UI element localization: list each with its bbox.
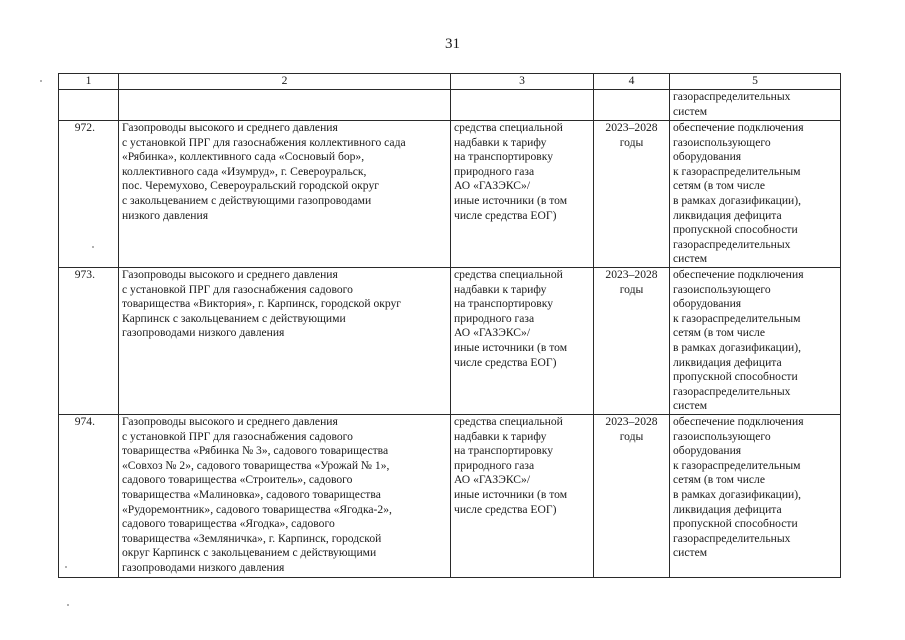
cell-empty bbox=[451, 90, 594, 121]
cell-result: обеспечение подключения газоиспользующего оборудования к газораспределительным сетям (в том числе в рамках догазификации), ликвидация дефицита пропускной способности газораспределительных систем bbox=[670, 268, 841, 415]
document-table bbox=[58, 73, 841, 578]
header-col-5: 5 bbox=[670, 74, 841, 90]
scan-speck bbox=[65, 566, 67, 568]
row-number: 972. bbox=[74, 121, 95, 134]
scan-speck bbox=[67, 604, 69, 606]
header-col-2: 2 bbox=[119, 74, 451, 90]
scan-speck bbox=[92, 246, 94, 248]
table-row bbox=[59, 121, 841, 268]
cell-object: Газопроводы высокого и среднего давления с установкой ПРГ для газоснабжения садового товарищества «Рябинка № 3», садового товарищества «Совхоз № 2», садового товарищества «Урожай № 1», садового товарищества «Строитель», садового товарищества «Малиновка», садового товарищества «Рудоремонтник», садового товарищества «Ягодка-2», садового товарищества «Ягодка», садового товарищества «Земляничка», г. Карпинск, городской округ Карпинск с закольцеванием с действующими газопроводами низкого давления bbox=[119, 415, 451, 578]
cell-source: средства специальной надбавки к тарифу на транспортировку природного газа АО «ГАЗЭКС»/ иные источники (в том числе средства ЕОГ) bbox=[451, 415, 594, 578]
cell-object: Газопроводы высокого и среднего давления с установкой ПРГ для газоснабжения коллективного сада «Рябинка», коллективного сада «Сосновый бор», коллективного сада «Изумруд», г. Североуральск, пос. Черемухово, Североуральский городской округ с закольцеванием с действующими газопроводами низкого давления bbox=[119, 121, 451, 268]
row-number: 974. bbox=[74, 415, 95, 428]
header-col-3: 3 bbox=[451, 74, 594, 90]
header-col-4: 4 bbox=[594, 74, 670, 90]
cell-source: средства специальной надбавки к тарифу на транспортировку природного газа АО «ГАЗЭКС»/ иные источники (в том числе средства ЕОГ) bbox=[451, 268, 594, 415]
cell-result: газораспределительных систем bbox=[670, 90, 841, 121]
page-number: 31 bbox=[445, 36, 460, 52]
table-row bbox=[59, 415, 841, 578]
cell-number bbox=[59, 268, 119, 415]
cell-period: 2023–2028 годы bbox=[594, 268, 670, 415]
cell-empty bbox=[59, 90, 119, 121]
cell-result: обеспечение подключения газоиспользующего оборудования к газораспределительным сетям (в том числе в рамках догазификации), ликвидация дефицита пропускной способности газораспределительных систем bbox=[670, 415, 841, 578]
continuation-row bbox=[59, 90, 841, 121]
row-number: 973. bbox=[74, 268, 95, 281]
cell-empty bbox=[119, 90, 451, 121]
header-row bbox=[59, 74, 841, 90]
cell-period: 2023–2028 годы bbox=[594, 415, 670, 578]
cell-number bbox=[59, 415, 119, 578]
cell-empty bbox=[594, 90, 670, 121]
cell-number bbox=[59, 121, 119, 268]
cell-result: обеспечение подключения газоиспользующего оборудования к газораспределительным сетям (в том числе в рамках догазификации), ликвидация дефицита пропускной способности газораспределительных систем bbox=[670, 121, 841, 268]
table-row bbox=[59, 268, 841, 415]
cell-period: 2023–2028 годы bbox=[594, 121, 670, 268]
header-col-1: 1 bbox=[59, 74, 119, 90]
cell-object: Газопроводы высокого и среднего давления с установкой ПРГ для газоснабжения садового товарищества «Виктория», г. Карпинск, городской округ Карпинск с закольцеванием с действующими газопроводами низкого давления bbox=[119, 268, 451, 415]
scan-speck bbox=[40, 80, 42, 82]
cell-source: средства специальной надбавки к тарифу на транспортировку природного газа АО «ГАЗЭКС»/ иные источники (в том числе средства ЕОГ) bbox=[451, 121, 594, 268]
